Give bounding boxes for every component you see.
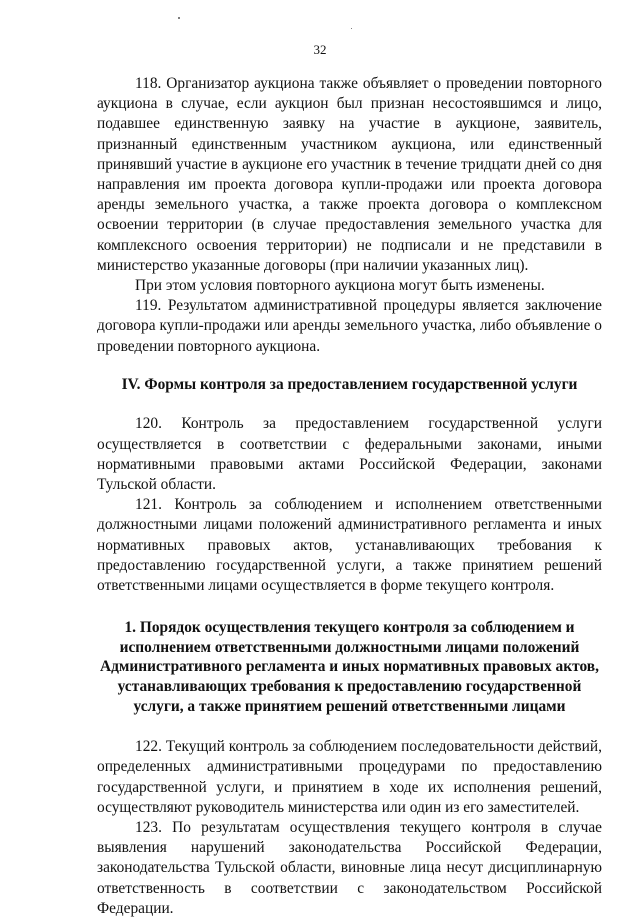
paragraph-120: 120. Контроль за предоставлением государственной услуги осуществляется в соответствии с федеральными законами, иными нормативными правовыми актами Российской Федерации, законами Тульской области. [97, 415, 602, 494]
paragraph-repeat-conditions: При этом условия повторного аукциона могут быть изменены. [135, 277, 545, 295]
paragraph-121: 121. Контроль за соблюдением и исполнением ответственными должностными лицами положений административного регламента и иных нормативных правовых актов, устанавливающих требования к предоставлению государственной услуги, а также принятием решений ответственными лицами осуществляется в форме текущего контроля. [97, 496, 602, 595]
scan-speck [351, 28, 352, 29]
paragraph-118: 118. Организатор аукциона также объявляет о проведении повторного аукциона в случае, если аукцион был признан несостоявшимся и лицо, подавшее единственную заявку на участие в аукционе, заявитель, признанный единственным участником аукциона, или единственный принявший участие в аукционе его участник в течение тридцати дней со дня направления им проекта договора купли-продажи или проекта договора аренды земельного участка, а также проекта договора о комплексном освоении территории (в случае предоставления земельного участка для комплексного освоения территории) не подписали и не представили в министерство указанные договоры (при наличии указанных лиц). [97, 75, 602, 274]
paragraph-123: 123. По результатам осуществления текущего контроля в случае выявления нарушений законодательства Российской Федерации, законодательства Тульской области, виновные лица несут дисциплинарную ответственность в соответствии с законодательством Российской Федерации. [97, 819, 602, 917]
paragraph-122: 122. Текущий контроль за соблюдением последовательности действий, определенных административными процедурами по предоставлению государственной услуги, и принятием в ходе их исполнения решений, осуществляют руководитель министерства или один из его заместителей. [97, 738, 602, 816]
subsection-heading-1: 1. Порядок осуществления текущего контроля за соблюдением и исполнением ответственными должностными лицами положений Административного регламента и иных нормативных правовых актов, устанавливающих требования к предоставлению государственной услуги, а также принятием решений ответственными лицами [100, 619, 599, 715]
scan-speck [178, 17, 180, 19]
paragraph-119: 119. Результатом административной процедуры является заключение договора купли-продажи или аренды земельного участка, либо объявление о проведении повторного аукциона. [97, 297, 602, 355]
page-number: 32 [313, 42, 327, 57]
section-heading-iv: IV. Формы контроля за предоставлением государственной услуги [121, 375, 578, 393]
document-body [97, 74, 602, 919]
